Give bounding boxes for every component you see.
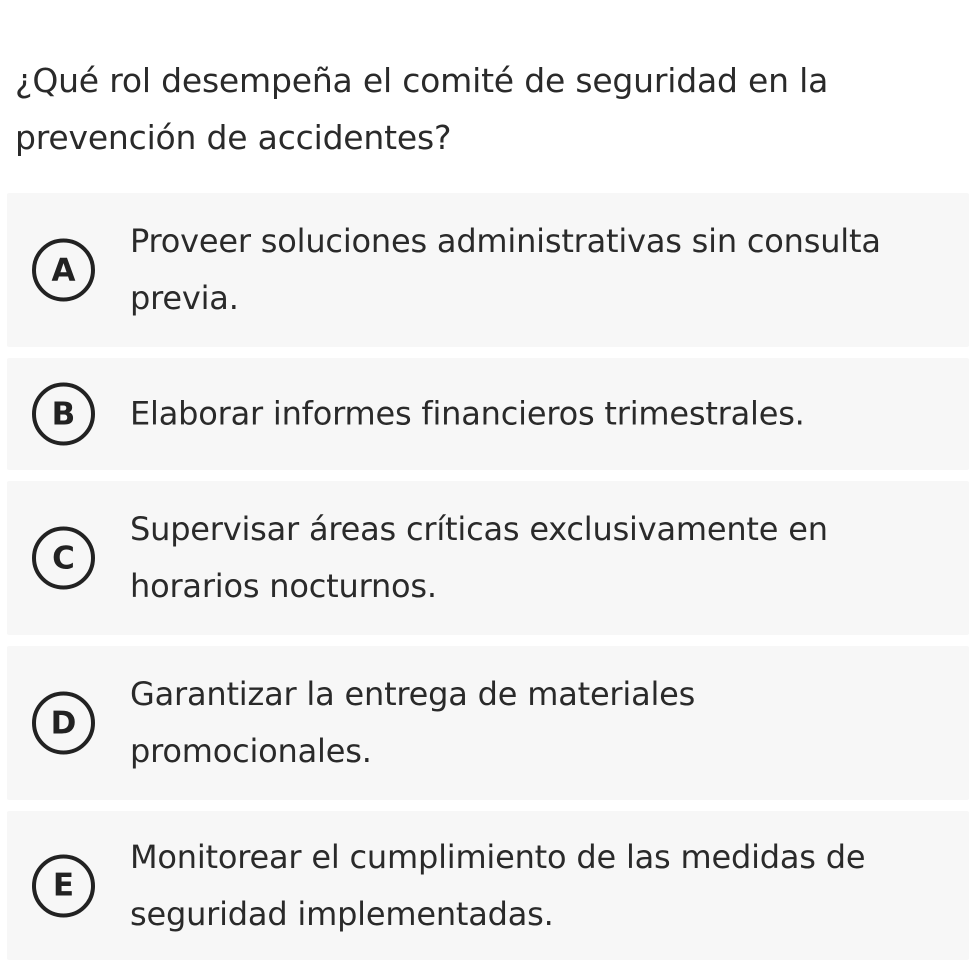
- option-text-a: Proveer soluciones administrativas sin consulta previa.: [130, 222, 881, 317]
- option-d[interactable]: [7, 646, 969, 800]
- option-c[interactable]: [7, 481, 969, 635]
- option-text-e: Monitorear el cumplimiento de las medidas de seguridad implementadas.: [130, 837, 866, 933]
- option-letter-badge-e: E: [32, 854, 95, 917]
- answer-options: [7, 193, 969, 960]
- question-text: ¿Qué rol desempeña el comité de seguridad en la prevención de accidentes?: [15, 61, 829, 157]
- option-text-b: Elaborar informes financieros trimestrales.: [130, 394, 805, 433]
- option-b[interactable]: [7, 358, 969, 470]
- option-e[interactable]: [7, 811, 969, 960]
- option-letter-badge-d: D: [32, 692, 95, 755]
- option-letter-badge-c: C: [32, 527, 95, 590]
- option-letter-badge-b: B: [32, 383, 95, 446]
- option-text-d: Garantizar la entrega de materiales promocionales.: [130, 675, 696, 770]
- option-letter-badge-a: A: [32, 239, 95, 302]
- option-text-c: Supervisar áreas críticas exclusivamente en horarios nocturnos.: [130, 510, 828, 605]
- option-a[interactable]: [7, 193, 969, 347]
